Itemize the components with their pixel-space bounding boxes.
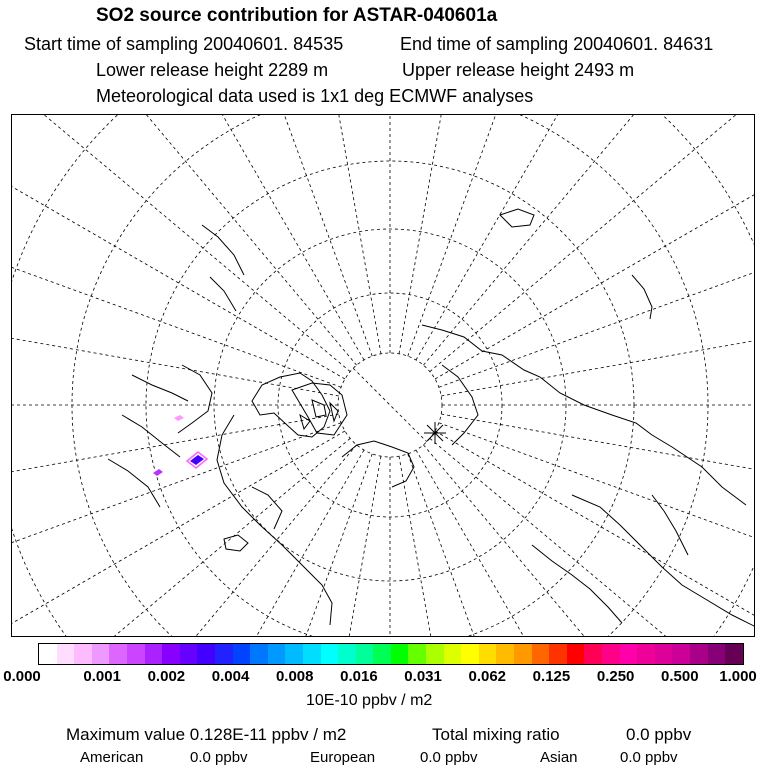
colorbar-tick-label: 0.000 (3, 668, 41, 685)
latitude-circles (12, 115, 755, 637)
colorbar-tick-label: 0.125 (532, 668, 571, 685)
meridian-line (399, 115, 546, 354)
meridian-line (82, 115, 372, 356)
colorbar-segment (285, 644, 303, 664)
meridian-line (435, 115, 755, 379)
meridian-line (12, 115, 357, 365)
colorbar-segment (109, 644, 127, 664)
colorbar-segment (162, 644, 180, 664)
colorbar-ticks (0, 668, 768, 688)
colorbar-segment (391, 644, 409, 664)
plume-patch-small (174, 415, 184, 421)
map-title: SO2 source contribution for ASTAR-040601a (96, 5, 498, 26)
colorbar-segment (514, 644, 532, 664)
north-america-coast (217, 415, 414, 625)
mediterranean-coast (108, 459, 160, 507)
meridian-line (12, 115, 364, 360)
meridian-line (12, 431, 345, 637)
colorbar-segment (338, 644, 356, 664)
eurasia-coast (422, 325, 746, 505)
colorbar-tick-label: 0.031 (404, 668, 442, 685)
lower-release-height: Lower release height 2289 m (96, 60, 329, 80)
colorbar-segment (321, 644, 339, 664)
colorbar-segment (479, 644, 497, 664)
coastlines (108, 209, 755, 627)
colorbar-tick-label: 0.500 (661, 668, 699, 685)
region-american-value: 0.0 ppbv (190, 749, 248, 766)
colorbar-unit: 10E-10 ppbv / m2 (306, 692, 433, 709)
colorbar-segment (373, 644, 391, 664)
meridian-line (12, 115, 345, 379)
colorbar-segment (655, 644, 673, 664)
colorbar-segment (672, 644, 690, 664)
meridian-line (441, 249, 755, 396)
colorbar (38, 643, 744, 665)
plume-patch-west (153, 469, 163, 476)
colorbar-segment (92, 644, 110, 664)
japan-coast (652, 495, 688, 555)
meridian-line (423, 115, 755, 365)
colorbar-segment (408, 644, 426, 664)
meridian-line (439, 423, 755, 637)
colorbar-segment (602, 644, 620, 664)
total-mixing-ratio-label: Total mixing ratio (432, 725, 560, 744)
colorbar-segment (708, 644, 726, 664)
meridian-line (399, 456, 546, 637)
colorbar-tick-label: 0.008 (275, 668, 314, 685)
asia-east-coast (572, 495, 755, 627)
colorbar-segment (74, 644, 92, 664)
novaya-zemlya-coast (632, 275, 652, 319)
meridian-line (234, 115, 381, 354)
meridian-line (12, 115, 341, 387)
region-asian-value: 0.0 ppbv (620, 749, 678, 766)
alaska-coast (532, 545, 622, 623)
polar-cap-meridian (353, 368, 427, 442)
iceland-coast (224, 535, 248, 551)
colorbar-segment (250, 644, 268, 664)
colorbar-segment (127, 644, 145, 664)
meridian-line (12, 115, 350, 372)
meridian-line (435, 431, 755, 637)
meridian-line (416, 450, 755, 637)
maximum-value: Maximum value 0.128E-11 ppbv / m2 (66, 725, 347, 744)
meridian-line (423, 445, 755, 637)
colorbar-segment (145, 644, 163, 664)
meridian-line (12, 414, 339, 561)
colorbar-segment (356, 644, 374, 664)
colorbar-tick-label: 0.250 (596, 668, 635, 685)
region-asian-name: Asian (540, 749, 578, 766)
europe-coast (178, 225, 244, 433)
colorbar-segment (637, 644, 655, 664)
meridian-line (441, 414, 755, 561)
meridian-line (439, 115, 755, 387)
colorbar-segment (549, 644, 567, 664)
svalbard-coast (500, 209, 534, 227)
colorbar-segment (426, 644, 444, 664)
polar-map (11, 114, 755, 637)
colorbar-tick-label: 0.001 (83, 668, 121, 685)
end-time: End time of sampling 20040601. 84631 (400, 34, 714, 54)
map-canvas (12, 115, 755, 637)
asterisk-release-site-icon (424, 422, 446, 444)
colorbar-segment (496, 644, 514, 664)
colorbar-tick-label: 0.004 (211, 668, 250, 685)
meridian-line (82, 454, 372, 637)
meridian-lines (12, 115, 755, 637)
colorbar-segment (444, 644, 462, 664)
meridian-line (234, 456, 381, 637)
colorbar-segment (584, 644, 602, 664)
total-mixing-ratio-value: 0.0 ppbv (626, 725, 692, 744)
meridian-line (408, 115, 698, 356)
colorbar-segment (690, 644, 708, 664)
meridian-line (416, 115, 755, 360)
meridian-line (12, 249, 339, 396)
colorbar-segment (268, 644, 286, 664)
region-european-name: European (310, 749, 376, 766)
region-american-name: American (80, 749, 144, 766)
meteorology-note: Meteorological data used is 1x1 deg ECMWF analyses (96, 86, 534, 106)
colorbar-tick-label: 0.062 (468, 668, 507, 685)
colorbar-segment (215, 644, 233, 664)
colorbar-segment (197, 644, 215, 664)
meridian-line (12, 450, 364, 637)
colorbar-segment (57, 644, 75, 664)
colorbar-tick-label: 1.000 (719, 668, 757, 685)
colorbar-segment (303, 644, 321, 664)
colorbar-segment (233, 644, 251, 664)
meridian-line (430, 438, 755, 637)
start-time: Start time of sampling 20040601. 84535 (24, 34, 344, 54)
colorbar-segment (567, 644, 585, 664)
colorbar-segment (180, 644, 198, 664)
meridian-line (430, 115, 755, 372)
colorbar-segment (725, 644, 743, 664)
meridian-line (12, 438, 350, 637)
colorbar-tick-label: 0.016 (340, 668, 378, 685)
colorbar-segment (461, 644, 479, 664)
upper-release-height: Upper release height 2493 m (402, 60, 635, 80)
colorbar-segment (620, 644, 638, 664)
region-european-value: 0.0 ppbv (420, 749, 478, 766)
colorbar-tick-label: 0.002 (147, 668, 186, 685)
meridian-line (12, 445, 357, 637)
colorbar-segment (39, 644, 57, 664)
meridian-line (408, 454, 698, 637)
colorbar-segment (532, 644, 550, 664)
